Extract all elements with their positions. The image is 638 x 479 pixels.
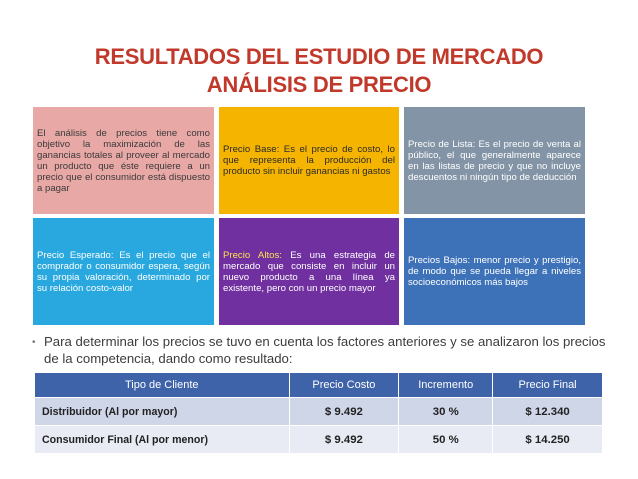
row-1-tipo-cliente: Distribuidor (Al por mayor) xyxy=(35,398,290,426)
precios-bajos-box xyxy=(404,218,585,325)
header-incremento: Incremento xyxy=(399,373,493,398)
precio-altos-term: Precio Altos: xyxy=(223,249,282,261)
precios-bajos-text: menor precio y prestigio, de modo que se pueda llegar a niveles socioeconómicos más bajos xyxy=(408,255,581,288)
bullet-dot-icon: • xyxy=(32,337,36,348)
table-row xyxy=(35,398,603,426)
precio-esperado-text: Es el precio que el comprador o consumidor espera, según su propia valoración, determinado por su relación costo-valor xyxy=(37,249,210,294)
slide-title-line-2: ANÁLISIS DE PRECIO xyxy=(206,72,432,97)
row-2-precio-final: $ 14.250 xyxy=(493,426,603,454)
row-2-tipo-cliente: Consumidor Final (Al por menor) xyxy=(35,426,290,454)
row-1-precio-costo: $ 9.492 xyxy=(289,398,399,426)
header-tipo-cliente: Tipo de Cliente xyxy=(35,373,290,398)
intro-description-text: El análisis de precios tiene como objetivo la maximización de las ganancias totales al proveer al mercado un producto que éste requiere a un precio que el consumidor está dispuesto a pagar xyxy=(37,127,210,194)
precios-bajos-term: Precios Bajos: xyxy=(408,255,471,266)
precio-lista-term: Precio de Lista: xyxy=(408,138,476,150)
precio-altos-box xyxy=(219,218,399,325)
row-2-precio-costo: $ 9.492 xyxy=(289,426,399,454)
precio-base-term: Precio Base: xyxy=(223,144,280,155)
precio-esperado-term: Precio Esperado: xyxy=(37,249,114,261)
bullet-paragraph xyxy=(32,333,607,367)
table-row xyxy=(35,426,603,454)
slide-title-line-1: RESULTADOS DEL ESTUDIO DE MERCADO xyxy=(94,44,544,69)
precio-altos-text: Es una estrategia de mercado que consiste en incluir un nuevo producto a una línea ya existente, pero con un precio mayor xyxy=(223,249,396,294)
header-precio-final: Precio Final xyxy=(493,373,603,398)
precio-base-text: Es el precio de costo, lo que representa la producción del producto sin incluir ganancias ni gastos xyxy=(223,144,395,177)
header-precio-costo: Precio Costo xyxy=(289,373,399,398)
precio-esperado-box xyxy=(33,218,214,325)
table-header-row xyxy=(35,373,603,398)
row-2-incremento: 50 % xyxy=(399,426,493,454)
precio-lista-text: Es el precio de venta al público, el que generalmente aparece en las listas de precio y que no incluye descuentos ni ningún tipo de deducción xyxy=(408,138,581,183)
price-results-table xyxy=(34,372,603,454)
precio-lista-box xyxy=(404,107,585,214)
bullet-text: Para determinar los precios se tuvo en cuenta los factores anteriores y se analizaron los precios de la competencia, dando como resultado: xyxy=(44,334,606,366)
row-1-precio-final: $ 12.340 xyxy=(493,398,603,426)
intro-description-box xyxy=(33,107,214,214)
precio-base-box xyxy=(219,107,399,214)
row-1-incremento: 30 % xyxy=(399,398,493,426)
